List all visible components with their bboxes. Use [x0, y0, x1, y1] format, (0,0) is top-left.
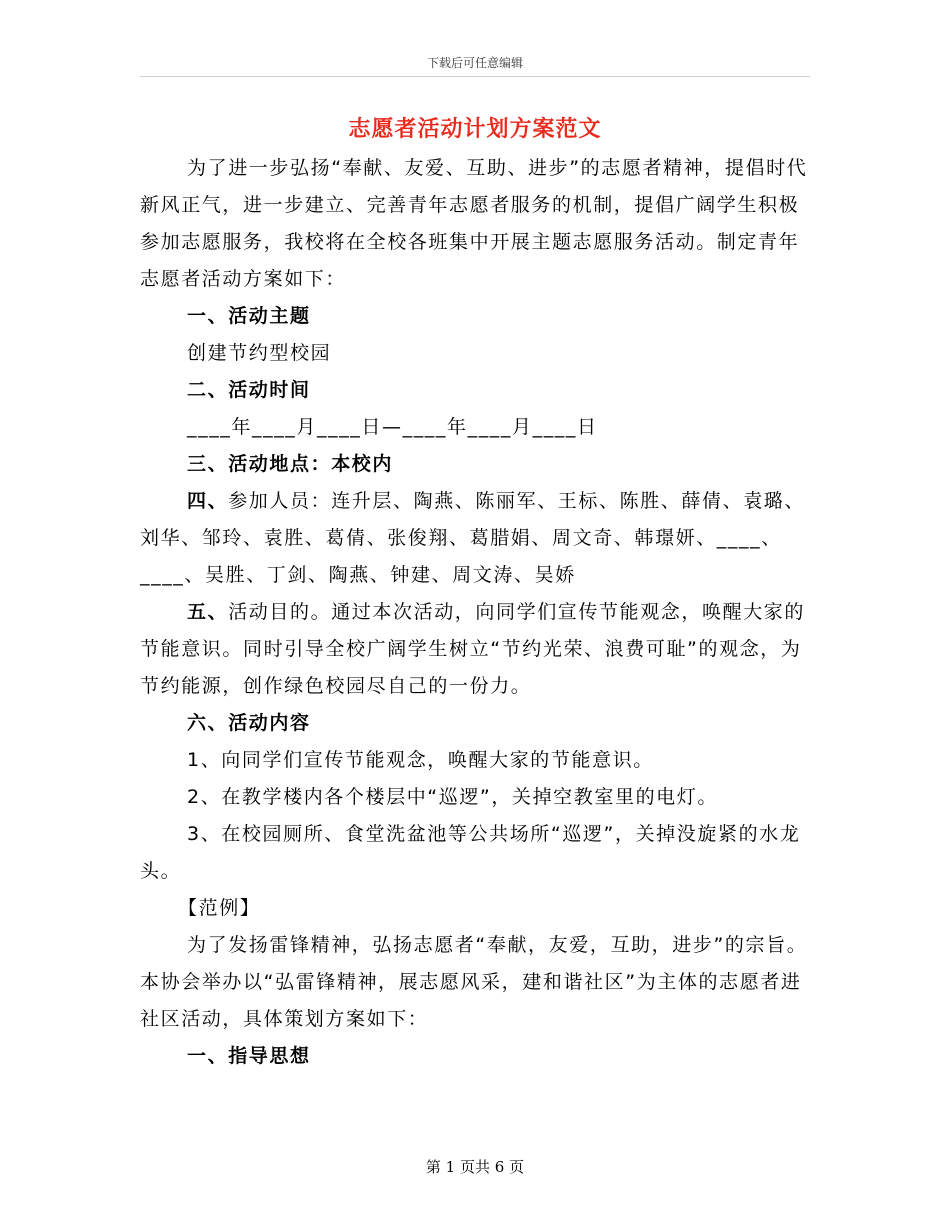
page-header-note: 下载后可任意编辑: [426, 56, 523, 70]
section-participants: [140, 483, 810, 594]
intro-paragraph: 为了进一步弘扬“奉献、友爱、互助、进步”的志愿者精神，提倡时代新风正气，进一步建立、完善青年志愿者服务的机制，提倡广阔学生积极参加志愿服务，我校将在全校各班集中开展主题志愿服务活动。制定青年志愿者活动方案如下：: [140, 157, 808, 290]
section-text-participants: 参加人员：连升层、陶燕、陈丽军、王标、陈胜、薛倩、袁璐、刘华、邹玲、袁胜、葛倩、张俊翔、葛腊娟、周文奇、韩璟妍、____、____、吴胜、丁剑、陶燕、钟建、周文涛、吴娇: [140, 490, 806, 586]
section-text-time: ____年____月____日—____年____月____日: [187, 416, 598, 438]
section-heading-theme: 一、活动主题: [187, 305, 311, 327]
content-item-1: 1、向同学们宣传节能观念，唤醒大家的节能意识。: [187, 749, 654, 771]
content-item-3: 3、在校园厕所、食堂洗盆池等公共场所“巡逻”，关掉没旋紧的水龙头。: [140, 823, 801, 882]
header-divider: [140, 76, 810, 77]
example-paragraph: 为了发扬雷锋精神，弘扬志愿者“奉献，友爱，互助，进步”的宗旨。本协会举办以“弘雷锋精神，展志愿风采，建和谐社区”为主体的志愿者进社区活动，具体策划方案如下：: [140, 934, 808, 1030]
section-heading-content: 六、活动内容: [187, 712, 311, 734]
section-heading-location: 三、活动地点：本校内: [187, 453, 394, 475]
section-text-purpose: 活动目的。通过本次活动，向同学们宣传节能观念，唤醒大家的节能意识。同时引导全校广阔学生树立“节约光荣、浪费可耻”的观念，为节约能源，创作绿色校园尽自己的一份力。: [140, 601, 806, 697]
document-body: [140, 150, 810, 1075]
section-label-purpose: 五、: [187, 601, 229, 623]
section-text-theme: 创建节约型校园: [187, 342, 332, 364]
section-heading-time: 二、活动时间: [187, 379, 311, 401]
example-heading-guideline: 一、指导思想: [187, 1045, 311, 1067]
content-item-2: 2、在教学楼内各个楼层中“巡逻”，关掉空教室里的电灯。: [187, 786, 718, 808]
section-label-participants: 四、: [187, 490, 229, 512]
example-label: 【范例】: [178, 897, 261, 919]
document-title: 志愿者活动计划方案范文: [348, 117, 602, 142]
page-number: 第 1 页共 6 页: [425, 1158, 525, 1176]
section-purpose: [140, 594, 810, 705]
